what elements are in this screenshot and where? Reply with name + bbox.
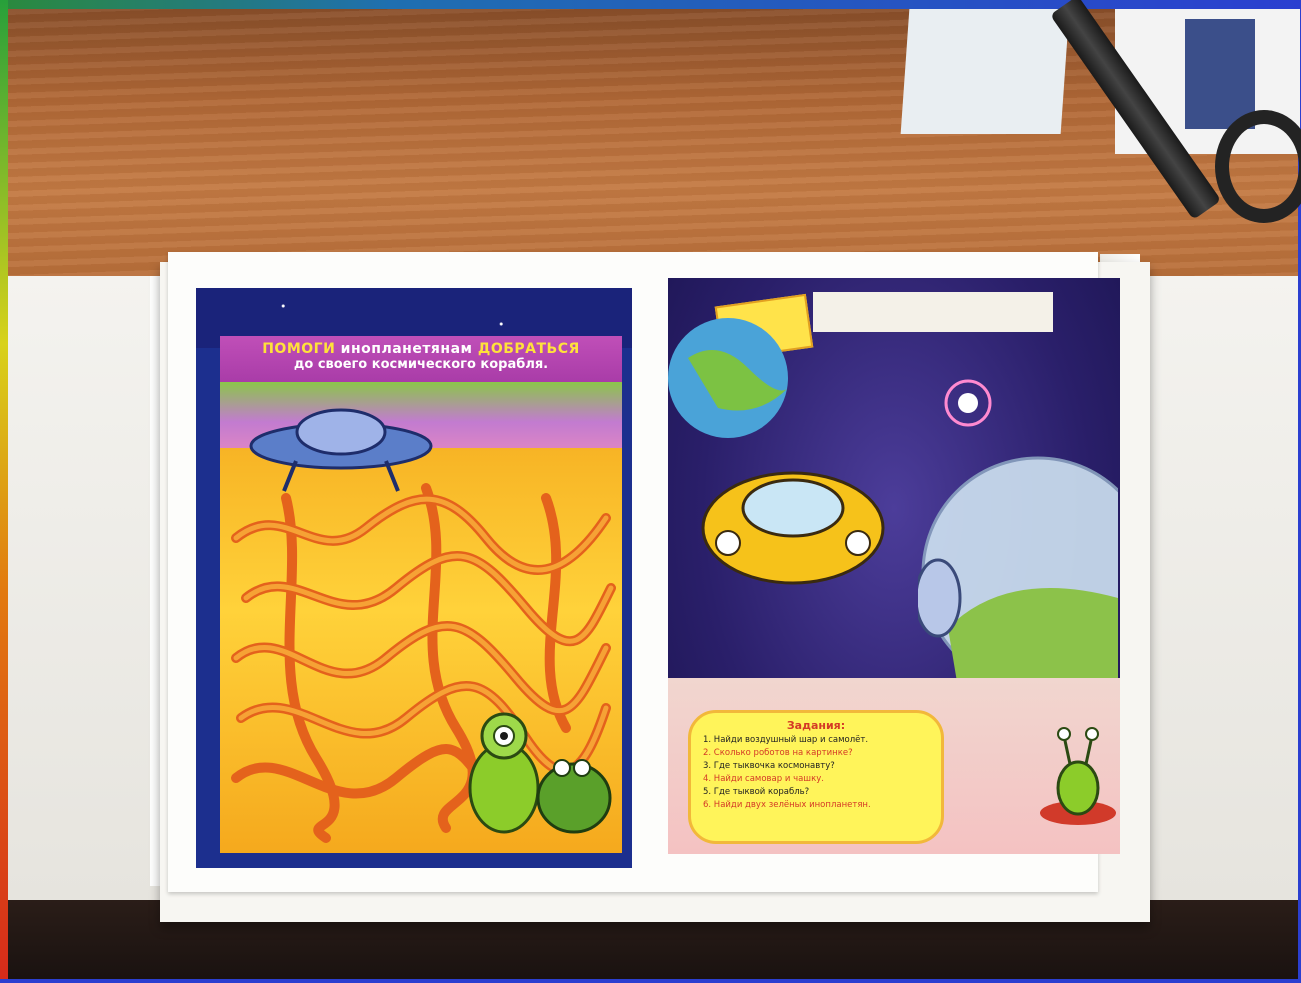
- thumbnail-strip: [813, 292, 1053, 332]
- task-item: 3. Где тыквочка космонавту?: [703, 761, 835, 771]
- green-aliens: [464, 698, 614, 838]
- title-banner: [220, 336, 622, 382]
- frame-top-border: [0, 0, 1301, 9]
- planet-earth: [668, 318, 808, 438]
- right-page-space: [668, 278, 1120, 854]
- frame-bottom-border: [0, 979, 1301, 983]
- comet-sun: [938, 373, 998, 433]
- task-item: 2. Сколько роботов на картинке?: [703, 748, 853, 758]
- snail-alien: [1038, 718, 1118, 828]
- tasks-box: [688, 710, 944, 844]
- title-word-dobratsya: ДОБРАТЬСЯ: [477, 341, 580, 357]
- title-word-pomogi: ПОМОГИ: [262, 341, 336, 357]
- task-item: 4. Найди самовар и чашку.: [703, 774, 824, 784]
- glass-dome-planet: [918, 448, 1118, 698]
- task-item: 6. Найди двух зелёных инопланетян.: [703, 800, 871, 810]
- paper-stack: [901, 9, 1070, 134]
- taxi-spaceship: [698, 448, 888, 598]
- tasks-heading: Задания:: [786, 719, 846, 732]
- title-word-middle: инопланетянам: [340, 341, 473, 357]
- task-item: 5. Где тыквой корабль?: [703, 787, 810, 797]
- left-page-maze: [196, 288, 632, 868]
- title-line-2: до своего космического корабля.: [293, 357, 549, 372]
- task-item: 1. Найди воздушный шар и самолёт.: [703, 735, 869, 745]
- frame-left-border: [0, 0, 8, 983]
